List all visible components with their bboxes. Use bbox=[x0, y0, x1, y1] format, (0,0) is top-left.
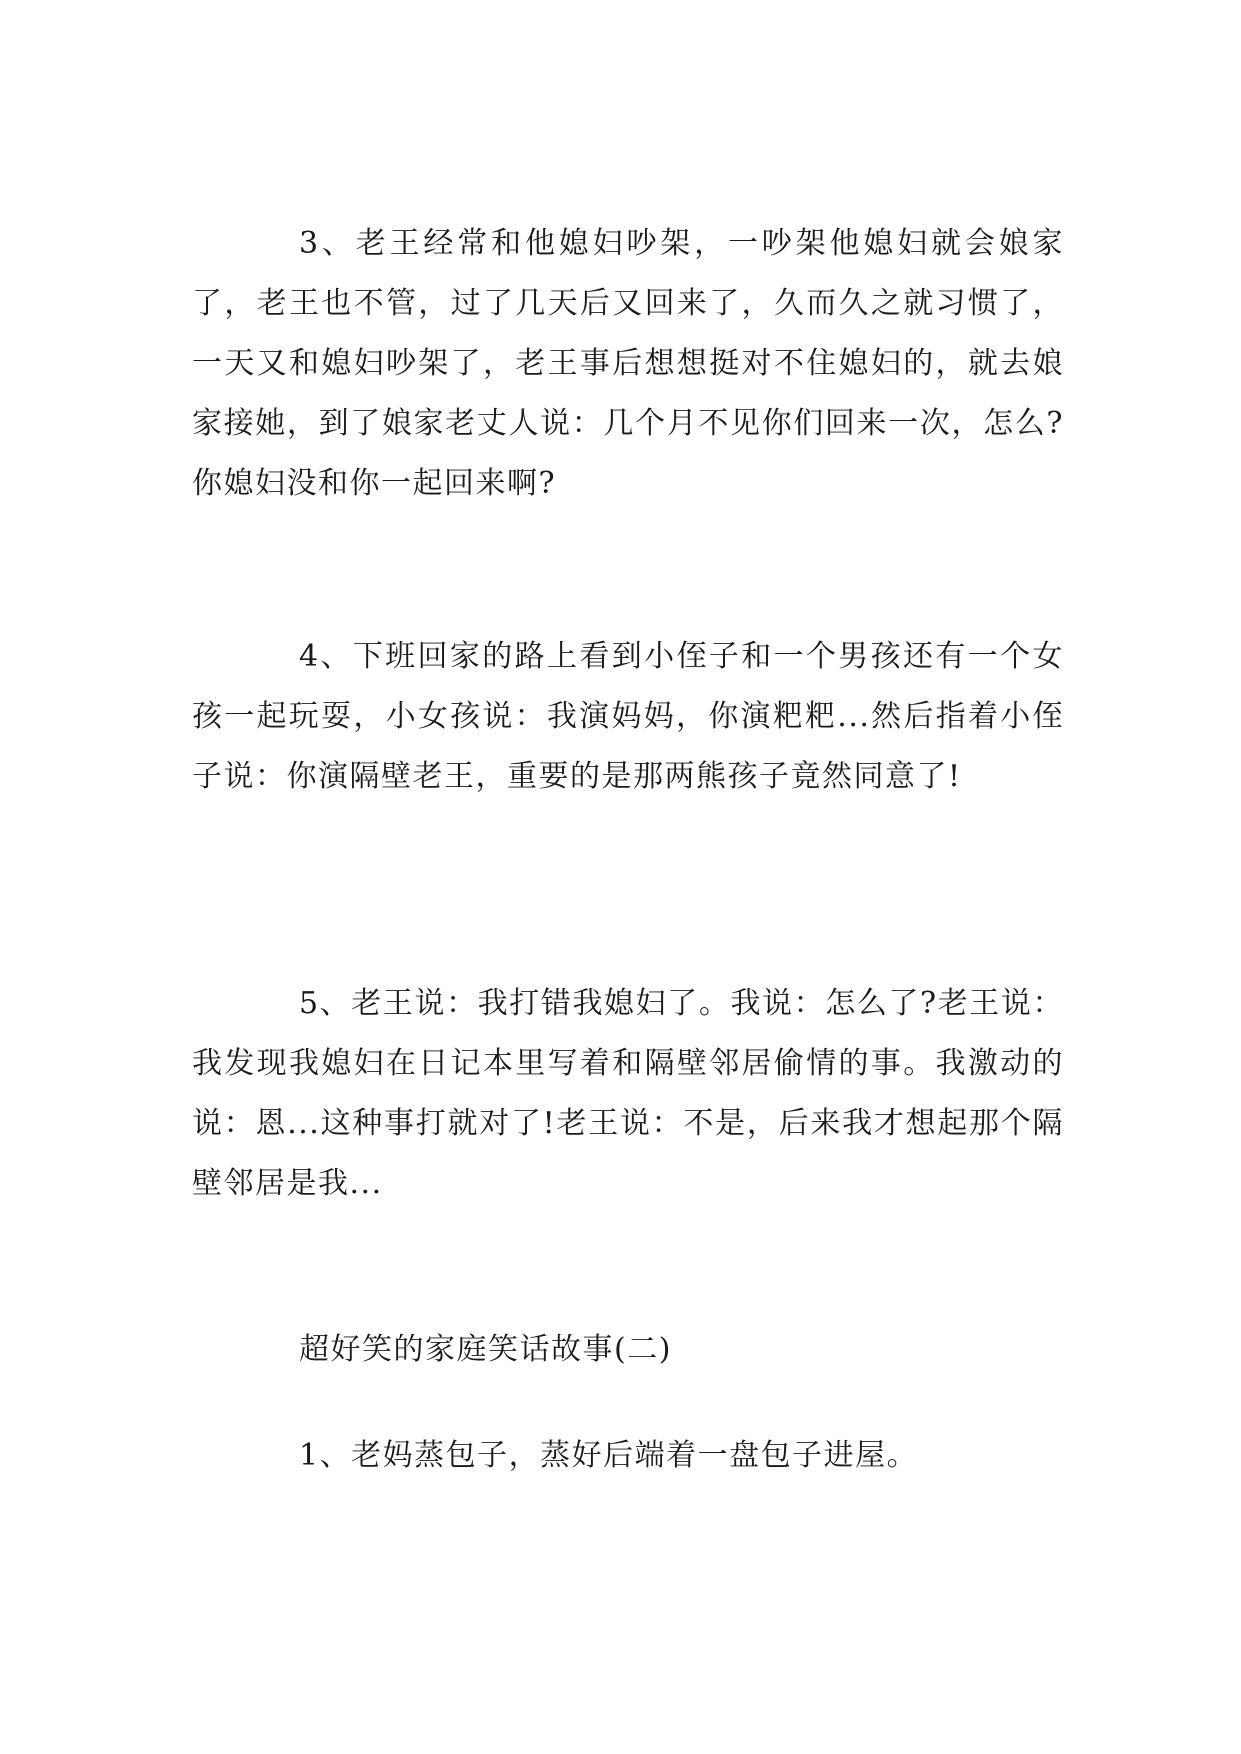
joke-paragraph-4: 4、下班回家的路上看到小侄子和一个男孩还有一个女孩一起玩耍，小女孩说：我演妈妈，你演粑粑...然后指着小侄子说：你演隔壁老王，重要的是那两熊孩子竟然同意了! bbox=[192, 639, 1064, 794]
joke-paragraph-1: 1、老妈蒸包子，蒸好后端着一盘包子进屋。 bbox=[299, 1438, 919, 1473]
joke-paragraph-3: 3、老王经常和他媳妇吵架，一吵架他媳妇就会娘家了，老王也不管，过了几天后又回来了，久而久之就习惯了，一天又和媳妇吵架了，老王事后想想挺对不住媳妇的，就去娘家接她，到了娘家老丈人说：几个月不见你们回来一次，怎么?你媳妇没和你一起回来啊? bbox=[192, 226, 1064, 501]
section-title: 超好笑的家庭笑话故事(二) bbox=[299, 1332, 672, 1367]
joke-paragraph-5: 5、老王说：我打错我媳妇了。我说：怎么了?老王说：我发现我媳妇在日记本里写着和隔壁邻居偷情的事。我激动的说：恩...这种事打就对了!老王说：不是，后来我才想起那个隔壁邻居是我... bbox=[192, 986, 1064, 1201]
